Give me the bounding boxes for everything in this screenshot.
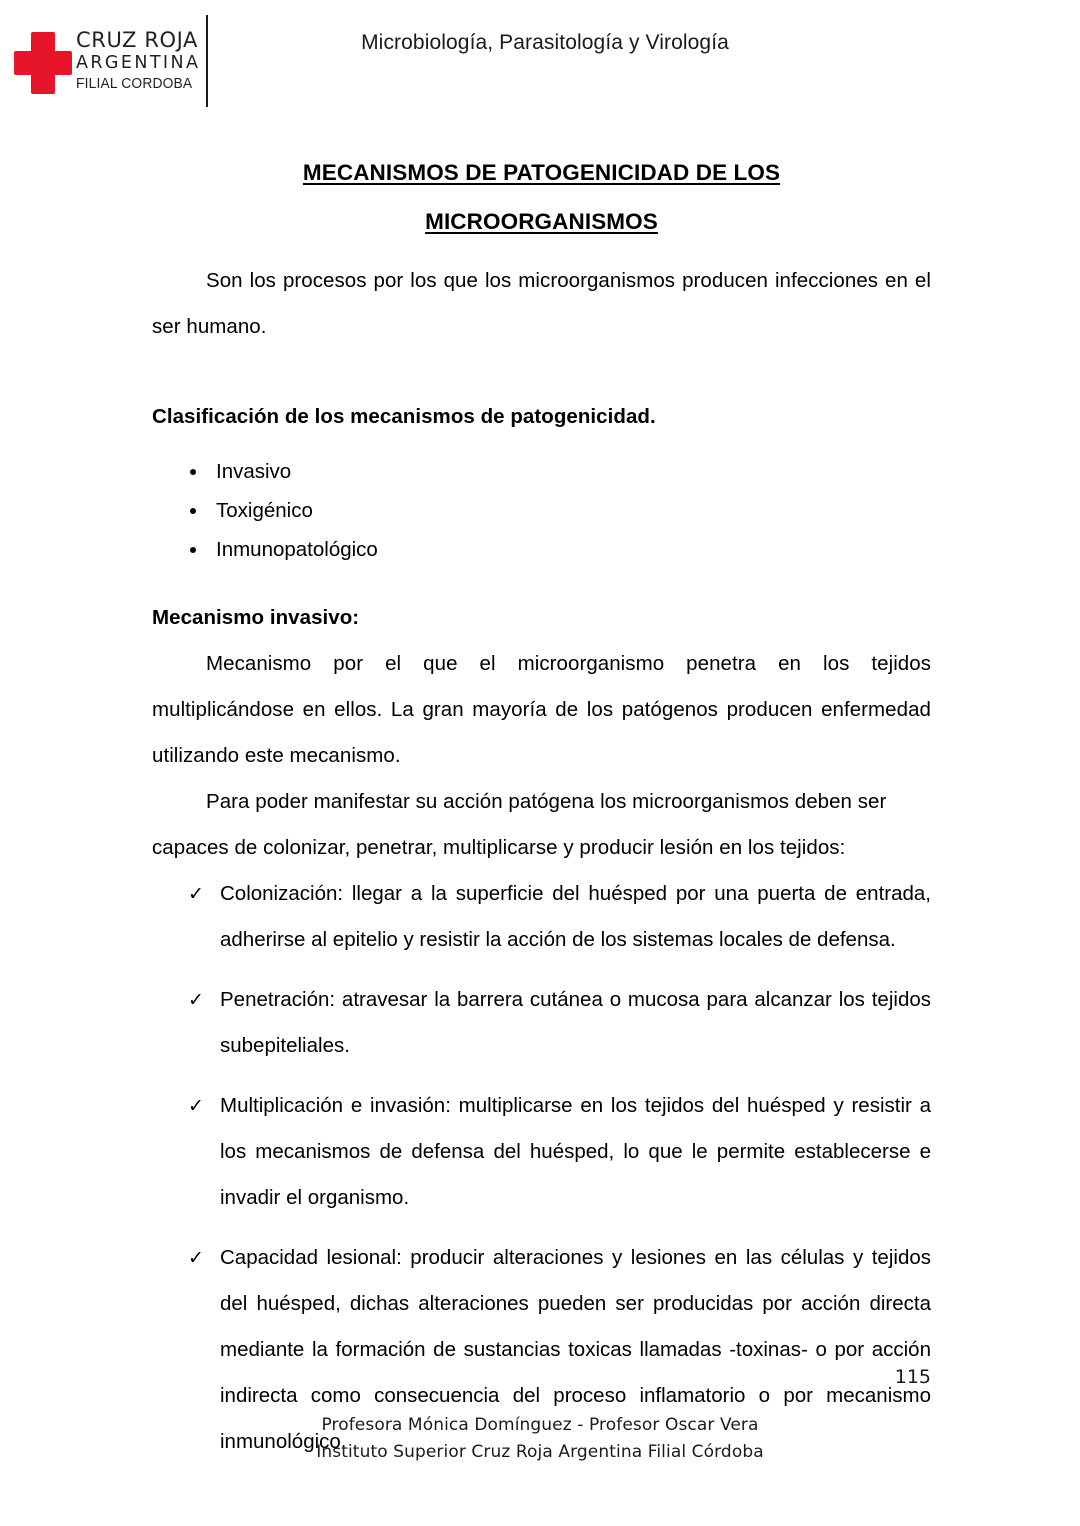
page-title [152, 148, 931, 246]
list-item-label: Toxigénico [216, 499, 313, 522]
list-item-label: Penetración: atravesar la barrera cutánea o mucosa para alcanzar los tejidos subepiteliales. [220, 988, 931, 1057]
footer-line-institute: Instituto Superior Cruz Roja Argentina Filial Córdoba [316, 1442, 764, 1462]
running-header [0, 30, 1080, 56]
intro-paragraph: Son los procesos por los que los microorganismos producen infecciones en el ser humano. [152, 269, 931, 338]
check-mark-icon: ✓ [188, 883, 204, 905]
check-mark-icon: ✓ [188, 989, 204, 1011]
document-header [0, 0, 1080, 122]
spacer [152, 246, 931, 258]
spacer [152, 569, 931, 595]
document-footer [0, 1412, 1080, 1466]
check-mark-icon: ✓ [188, 1247, 204, 1269]
document-body [152, 148, 931, 1465]
header-divider [206, 15, 208, 107]
bullet-dot-icon [190, 508, 196, 514]
running-header-text: Microbiología, Parasitología y Virología [361, 31, 729, 54]
list-item [152, 1083, 931, 1221]
page-title-line-1: MECANISMOS DE PATOGENICIDAD DE LOS [302, 160, 781, 185]
list-item-label: Capacidad lesional: producir alteraciones y lesiones en las células y tejidos del huésped, dichas alteraciones pueden ser producidas por acción directa mediante la formación de sustancias toxicas llamadas -toxinas- o por acción indirecta como consecuencia del proceso inflamatorio o por mecanismo inmunológico. [220, 1246, 931, 1453]
cruz-roja-logo [14, 14, 214, 110]
check-mark-icon: ✓ [188, 1095, 204, 1117]
list-item [152, 871, 931, 963]
logo-line-filial-cordoba: FILIAL CORDOBA [76, 75, 193, 92]
list-item [152, 452, 931, 491]
list-item-label: Invasivo [216, 460, 292, 483]
bullet-dot-icon [190, 547, 196, 553]
page-title-line-2: MICROORGANISMOS [425, 209, 658, 234]
footer-line-professors: Profesora Mónica Domínguez - Profesor Oscar Vera [321, 1415, 759, 1435]
invasive-paragraph-1: Mecanismo por el que el microorganismo penetra en los tejidos multiplicándose en ellos. La gran mayoría de los patógenos producen enfermedad utilizando este mecanismo. [152, 652, 931, 767]
list-item-label: Multiplicación e invasión: multiplicarse en los tejidos del huésped y resistir a los mecanismos de defensa del huésped, lo que le permite establecerse e invadir el organismo. [220, 1094, 931, 1209]
list-item [152, 491, 931, 530]
list-item-label: Colonización: llegar a la superficie del huésped por una puerta de entrada, adherirse al epitelio y resistir la acción de los sistemas locales de defensa. [220, 882, 931, 951]
bullet-dot-icon [190, 469, 196, 475]
invasive-mechanism-heading: Mecanismo invasivo: [152, 606, 360, 629]
spacer [152, 350, 931, 394]
invasive-paragraph-2: Para poder manifestar su acción patógena los microorganismos deben ser capaces de colonizar, penetrar, multiplicarse y producir lesión en los tejidos: [152, 790, 887, 859]
logo-line-cruz-roja: CRUZ ROJA [76, 28, 199, 52]
list-item [152, 977, 931, 1069]
classification-heading: Clasificación de los mecanismos de patogenicidad. [152, 405, 656, 428]
spacer [152, 440, 931, 452]
page-number: 115 [894, 1366, 931, 1388]
list-item-label: Inmunopatológico [216, 538, 378, 561]
list-item [152, 530, 931, 569]
logo-line-argentina: ARGENTINA [76, 53, 201, 73]
classification-list [152, 452, 931, 569]
